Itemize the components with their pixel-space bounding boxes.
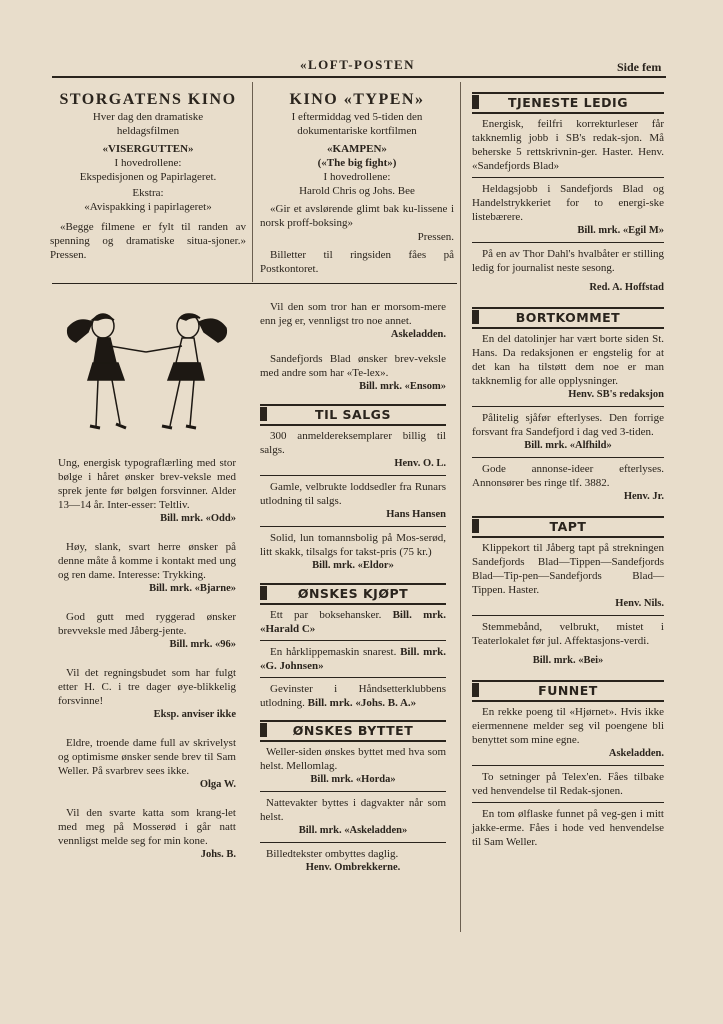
ad-text: Stemmebånd, velbrukt, mistet i Teaterlokalet før jul. Affektasjons-verdi. [472, 621, 664, 647]
masthead-title: «LOFT-POSTEN [300, 57, 416, 72]
ad-text: Gevinster i Håndsetterklubbens utlodning. [260, 683, 446, 709]
intro-line: I eftermiddag ved 5-tiden den [291, 111, 423, 123]
section-title: TAPT [549, 519, 587, 534]
ad-item [260, 645, 446, 673]
section-marker [260, 723, 267, 737]
divider [472, 802, 664, 803]
section-rule [52, 283, 457, 284]
ad-text: Vil den svarte katta som krang-let med meg på Mosserød i går natt vennligst melde seg for min kone. [58, 807, 236, 847]
ad-text: God gutt med ryggerad ønsker brevveksle med Jåberg-jente. [58, 611, 236, 637]
divider [472, 457, 664, 458]
ad-text: Ung, energisk typograflærling med stor bølge i håret ønsker brev-veksle med sprek jente før bølgen forsvinner. Alder 13—14 år. Inter-esser: Teltliv. [58, 457, 236, 511]
storgatens-kino-ad [50, 90, 246, 262]
divider [472, 406, 664, 407]
ad-text: Gode annonse-ideer efterlyses. Annonsører bes ringe tlf. 3882. [472, 463, 664, 489]
extra-label: Ekstra: [132, 187, 164, 199]
section-marker [260, 586, 267, 600]
divider [260, 791, 446, 792]
ad-text: Billedtekster ombyttes daglig. [266, 848, 399, 860]
tickets: Billetter til ringsiden fåes på Postkontoret. [260, 249, 454, 275]
ad-text: Vil det regningsbudet som har fulgt etter H. C. i tre dager øye-blikkelig forsvinne! [58, 667, 236, 707]
section-marker [472, 310, 479, 324]
ad-text: Eldre, troende dame full av skrivelyst og optimisme ønsker sende brev til Sam Weller. På svarbrev sees ikke. [58, 737, 236, 777]
ad-item [260, 608, 446, 636]
ad-signature: Bill. mrk. «G. Johnsen» [260, 646, 446, 672]
ad-signature: Henv. SB's redaksjon [568, 389, 664, 400]
section-header-onskes-kjopt [260, 583, 446, 605]
ad-text: Solid, lun tomannsbolig på Mos-serød, litt skakk, tilsalgs for takst-pris (75 kr.) [260, 532, 446, 558]
ad-signature: Johs. B. [200, 849, 236, 860]
section-header-bortkommet [472, 307, 664, 329]
ad-text: En del datolinjer har vært borte siden St. Hans. Da redaksjonen er engstelig for at det kan ha tilstøtt dem noe er man takknemlig for alle opplysninger. [472, 333, 664, 387]
ad-item [58, 610, 236, 652]
section-marker [472, 519, 479, 533]
ad-item [260, 300, 446, 342]
divider [260, 526, 446, 527]
ad-text: Heldagsjobb i Sandefjords Blad og Handelstrykkeriet for to energi-ske listebærere. [472, 183, 664, 223]
ad-text: Klippekort til Jåberg tapt på strekningen Sandefjords Blad—Tippen—Sandefjords Blad—Tip-pen—Sandefjords Blad—Tippen. Haster. [472, 542, 664, 596]
section-marker [260, 407, 267, 421]
page-number: Side fem [617, 60, 662, 74]
section-header-funnet [472, 680, 664, 702]
film-subtitle: («The big fight») [317, 157, 397, 169]
ad-signature: Henv. O. L. [394, 458, 446, 469]
ad-text: Høy, slank, svart herre ønsker på denne måte å komme i kontakt med ung og ren dame. Interesse: Trykking. [58, 541, 236, 581]
ad-text: To setninger på Telex'en. Fåes tilbake ved henvendelse til Redak-sjonen. [472, 771, 664, 797]
divider [472, 765, 664, 766]
ad-signature: Bill. mrk. «Odd» [160, 513, 236, 524]
dancing-girls-illustration [58, 308, 236, 438]
film-title: «VISERGUTTEN» [102, 143, 194, 155]
ad-item [260, 682, 446, 710]
ad-text: Sandefjords Blad ønsker brev-veksle med andre som har «Te-lex». [260, 353, 446, 379]
review: «Begge filmene er fylt til randen av spenning og dramatiske situa-sjoner.» Pressen. [50, 221, 246, 261]
ad-signature: Bill. mrk. «96» [169, 639, 236, 650]
ad-signature: Bill. mrk. «Egil M» [577, 225, 664, 236]
ad-text: En tom ølflaske funnet på veg-gen i mitt jakke-erme. Fåes i hode ved henvendelse til Sam Weller. [472, 808, 664, 848]
ad-text: Gamle, velbrukte loddsedler fra Runars utlodning til salgs. [260, 481, 446, 507]
section-title: FUNNET [538, 683, 598, 698]
ad-signature: Bill. mrk. «Bjarne» [149, 583, 236, 594]
ad-signature: Askeladden. [390, 329, 446, 340]
ad-signature: Henv. Nils. [615, 598, 664, 609]
ad-signature: Bill. mrk. «Alfhild» [524, 440, 612, 451]
header-rule [52, 76, 666, 78]
ad-signature: Bill. mrk. «Harald C» [260, 609, 446, 635]
divider [260, 640, 446, 641]
divider [472, 242, 664, 243]
section-title: ØNSKES BYTTET [292, 723, 414, 738]
ad-item [58, 456, 236, 526]
kino-typen-ad [260, 90, 454, 276]
review-sign: Pressen. [417, 231, 454, 243]
ad-signature: Bill. mrk. «Eldor» [312, 560, 394, 571]
divider [260, 677, 446, 678]
ad-text: Energisk, feilfri korrekturleser får takknemlig jobb i SB's redak-sjon. Må beherske 5 rettskrivnin-ger. Haster. Henv. «Sandefjords Blad» [472, 118, 664, 172]
review: «Gir et avslørende glimt bak ku-lissene i norsk proff-boksing» [260, 203, 454, 229]
section-header-onskes-byttet [260, 720, 446, 742]
ad-text: På en av Thor Dahl's hvalbåter er stilling ledig for journalist neste sesong. [472, 248, 664, 274]
section-header-til-salgs [260, 404, 446, 426]
ad-item [260, 352, 446, 394]
section-title: TIL SALGS [315, 407, 391, 422]
section-header-tjeneste-ledig [472, 92, 664, 114]
ad-signature: Bill. mrk. «Askeladden» [298, 825, 408, 836]
ad-signature: Bill. mrk. «Horda» [310, 774, 396, 785]
ad-signature: Bill. mrk. «Bei» [532, 655, 604, 666]
extra: «Avispakking i papirlageret» [84, 201, 212, 213]
ad-text: Pålitelig sjåfør efterlyses. Den forrige forsvant fra Sandefjord i dag ved 3-tiden. [472, 412, 664, 438]
divider [472, 177, 664, 178]
intro-line: Hver dag den dramatiske [92, 111, 204, 123]
film-title: «KAMPEN» [327, 143, 387, 155]
ad-signature: Hans Hansen [386, 509, 446, 520]
section-title: TJENESTE LEDIG [508, 95, 628, 110]
roles: Harold Chris og Johs. Bee [299, 185, 415, 197]
classified-column-3 [472, 92, 664, 849]
ad-text: 300 anmeldereksemplarer billig til salgs. [260, 430, 446, 456]
section-title: BORTKOMMET [515, 310, 621, 325]
column-divider [252, 82, 253, 282]
roles-label: I hovedrollene: [323, 171, 391, 183]
ad-signature: Askeladden. [608, 748, 664, 759]
ad-signature: Red. A. Hoffstad [589, 282, 664, 293]
ad-text: Weller-siden ønskes byttet med hva som helst. Mellomlag. [260, 746, 446, 772]
divider [260, 475, 446, 476]
ad-text: Ett par boksehansker. [270, 609, 382, 621]
intro-line: heldagsfilmen [116, 125, 180, 137]
ad-item [58, 666, 236, 722]
divider [260, 842, 446, 843]
classified-column-2 [260, 300, 446, 875]
ad-signature: Henv. Ombrekkerne. [305, 862, 401, 873]
ad-text: En hårklippemaskin snarest. [270, 646, 397, 658]
ad-text: En rekke poeng til «Hjørnet». Hvis ikke eiermennene melder seg vil poengene bli benyttet som mine egne. [472, 706, 664, 746]
ad-signature: Bill. mrk. «Ensom» [359, 381, 446, 392]
roles: Ekspedisjonen og Papirlageret. [79, 171, 217, 183]
section-header-tapt [472, 516, 664, 538]
divider [472, 615, 664, 616]
intro-line: dokumentariske kortfilmen [297, 125, 417, 137]
ad-signature: Olga W. [199, 779, 236, 790]
section-marker [472, 95, 479, 109]
ad-text: Vil den som tror han er morsom-mere enn jeg er, vennligst tro noe annet. [260, 301, 446, 327]
classified-column-1 [58, 456, 236, 862]
section-marker [472, 683, 479, 697]
ad-signature: Bill. mrk. «Johs. B. A.» [307, 697, 417, 709]
section-title: ØNSKES KJØPT [297, 586, 409, 601]
ad-text: Nattevakter byttes i dagvakter når som helst. [260, 797, 446, 823]
ad-signature: Henv. Jr. [623, 491, 664, 502]
ad-item [58, 736, 236, 792]
ad-item [58, 806, 236, 862]
cinema-title: STORGATENS KINO [59, 91, 237, 108]
ad-item [58, 540, 236, 596]
roles-label: I hovedrollene: [114, 157, 182, 169]
ad-signature: Eksp. anviser ikke [153, 709, 236, 720]
column-divider [460, 82, 461, 932]
cinema-title: KINO «TYPEN» [289, 91, 425, 108]
